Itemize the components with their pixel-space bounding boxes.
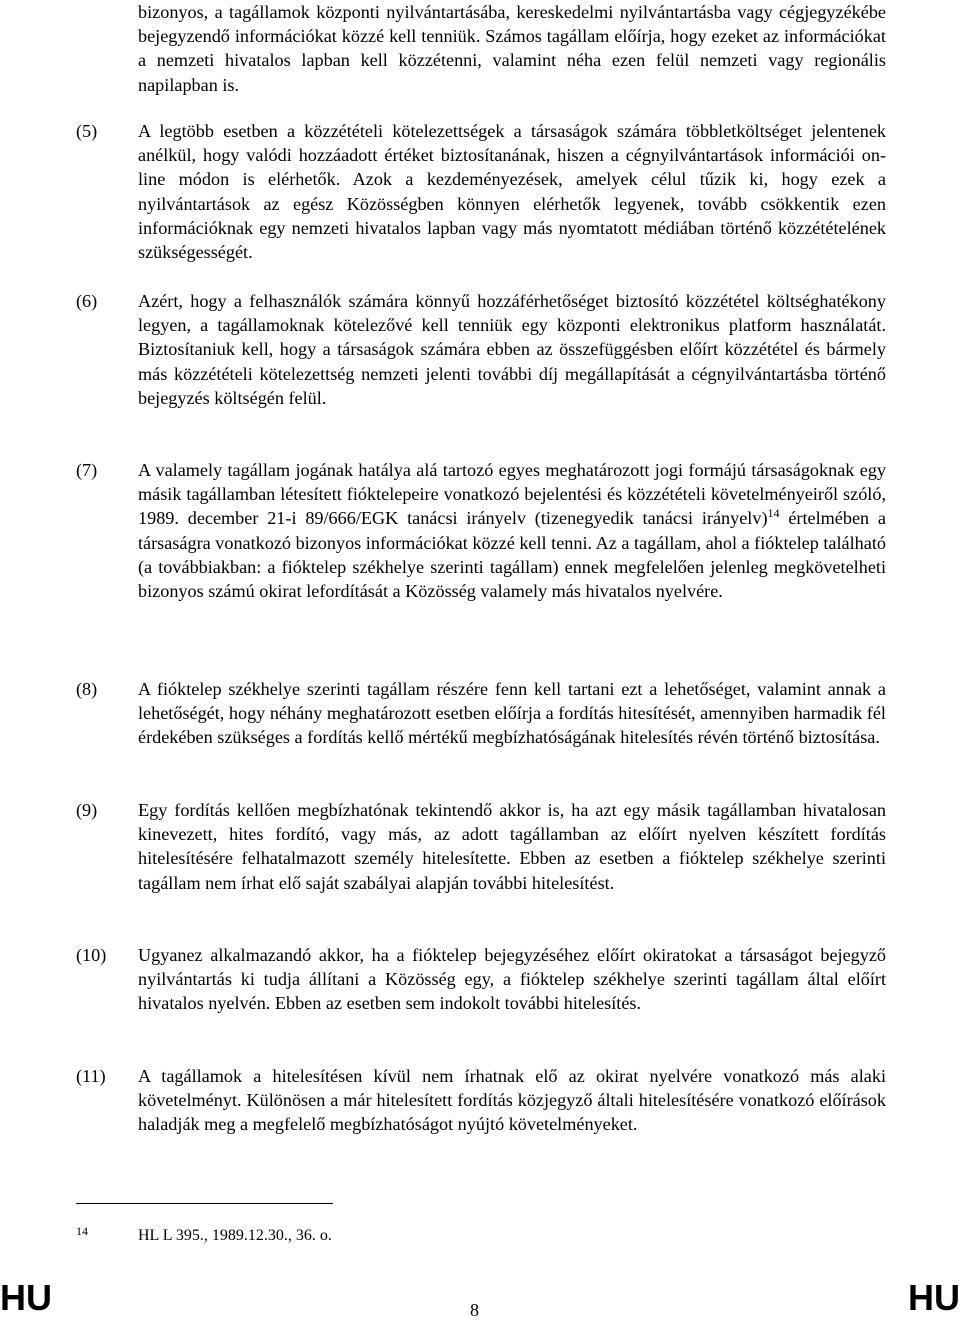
paragraph-number-11: (11) [76, 1066, 106, 1086]
footer-language-right: HU [908, 1277, 960, 1318]
paragraph-text: A fióktelep székhelye szerinti tagállam részére fenn kell tartani ezt a lehetőséget, valamint annak a lehetőségét, hogy néhány meghatározott esetben előírja a fordítás hitesítését, amennyiben harmadik fél érdekében szükséges a fordítás kellő mértékű megbízhatóságának hitelesítés révén történő biztosítása. [138, 679, 886, 748]
paragraph-number-10: (10) [76, 945, 107, 965]
paragraph-number-5: (5) [76, 121, 98, 141]
paragraph-text: Azért, hogy a felhasználók számára könnyű hozzáférhetőséget biztosító közzététel költséghatékony legyen, a tagállamoknak kötelezővé kell tenniük egy központi elektronikus platform használatát. Biztosítaniuk kell, hogy a társaságok számára ebben az összefüggésben előírt közzététel és bármely más közzétételi kötelezettség nemzeti jelenti további díj megállapítását a cégnyilvántartásba történő bejegyzés költségén felül. [138, 291, 886, 408]
paragraph-number-7: (7) [76, 460, 98, 480]
paragraph-text-after-footnote: értelmében a társaságra vonatkozó bizonyos információkat közzé kell tenni. Az a tagállam, ahol a fióktelep található (a továbbiakban: a fióktelep székhelye szerinti tagállam) ennek megfelelően jelenleg megkövetelheti bizonyos számú okirat lefordítását a Közösség valamely más hivatalos nyelvére. [138, 508, 886, 602]
footnote-mark: 14 [76, 1224, 88, 1238]
paragraph-text: A legtöbb esetben a közzétételi kötelezettségek a társaságok számára többletköltséget jelentenek anélkül, hogy valódi hozzáadott értéket biztosítanának, hiszen a cégnyilvántartások információi on-line módon is elérhetők. Azok a kezdeményezések, amelyek célul tűzik ki, hogy ezek a nyilvántartások az egész Közösségben könnyen elérhetők legyenek, tovább csökkentik ezen információknak egy nemzeti hivatalos lapban vagy más nyomtatott médiában történő közzétételének szükségességét. [138, 121, 886, 263]
paragraph-10 [138, 943, 886, 1016]
paragraph-number-9: (9) [76, 800, 98, 820]
footnote-reference-14[interactable]: 14 [767, 506, 780, 521]
paragraph-text-before-footnote: A valamely tagállam jogának hatálya alá tartozó egyes meghatározott jogi formájú társaságoknak egy másik tagállamban létesített fióktelepeire vonatkozó bejelentési és közzétételi követelményeiről szóló, 1989. december 21-i 89/666/EGK tanácsi irányelv (tizenegyedik tanácsi irányelv) [138, 460, 886, 529]
footnote-text: HL L 395., 1989.12.30., 36. o. [138, 1227, 332, 1244]
footnote-separator [76, 1203, 333, 1204]
paragraph-7 [138, 458, 886, 603]
paragraph-6 [138, 289, 886, 410]
footer-language-left: HU [0, 1277, 52, 1318]
paragraph-text: A tagállamok a hitelesítésen kívül nem írhatnak elő az okirat nyelvére vonatkozó más alaki követelményt. Különösen a már hitelesített fordítás közjegyző általi hitelesítésére vonatkozó előírások haladják meg a megfelelő megbízhatóságot nyújtó követelményeket. [138, 1066, 886, 1135]
intro-paragraph [138, 0, 886, 97]
paragraph-text: Egy fordítás kellően megbízhatónak tekintendő akkor is, ha azt egy másik tagállamban hivatalosan kinevezett, hites fordító, vagy más, az adott tagállamban az előírt nyelven készített fordítás hitelesítésére felhatalmazott személy hitelesítette. Ebben az esetben a fióktelep székhelye szerinti tagállam nem írhat elő saját szabályai alapján további hitelesítést. [138, 800, 886, 893]
paragraph-8 [138, 677, 886, 750]
paragraph-11 [138, 1064, 886, 1137]
intro-paragraph-text: bizonyos, a tagállamok központi nyilvántartásába, kereskedelmi nyilvántartásba vagy cégjegyzékébe bejegyzendő információkat közzé kell tenniük. Számos tagállam előírja, hogy ezeket az információkat a nemzeti hivatalos lapban kell közzétenni, valamint néha ezen felül nemzeti vagy regionális napilapban is. [138, 2, 886, 95]
paragraph-number-6: (6) [76, 291, 98, 311]
paragraph-text: Ugyanez alkalmazandó akkor, ha a fióktelep bejegyzéséhez előírt okiratokat a társaságot bejegyző nyilvántartás ki tudja állítani a Közösség egy, a fióktelep székhelye szerinti tagállam által előírt hivatalos nyelvén. Ebben az esetben sem indokolt további hitelesítés. [138, 945, 886, 1014]
paragraph-5 [138, 119, 886, 264]
page-number: 8 [470, 1300, 479, 1320]
paragraph-number-8: (8) [76, 679, 98, 699]
paragraph-9 [138, 798, 886, 895]
